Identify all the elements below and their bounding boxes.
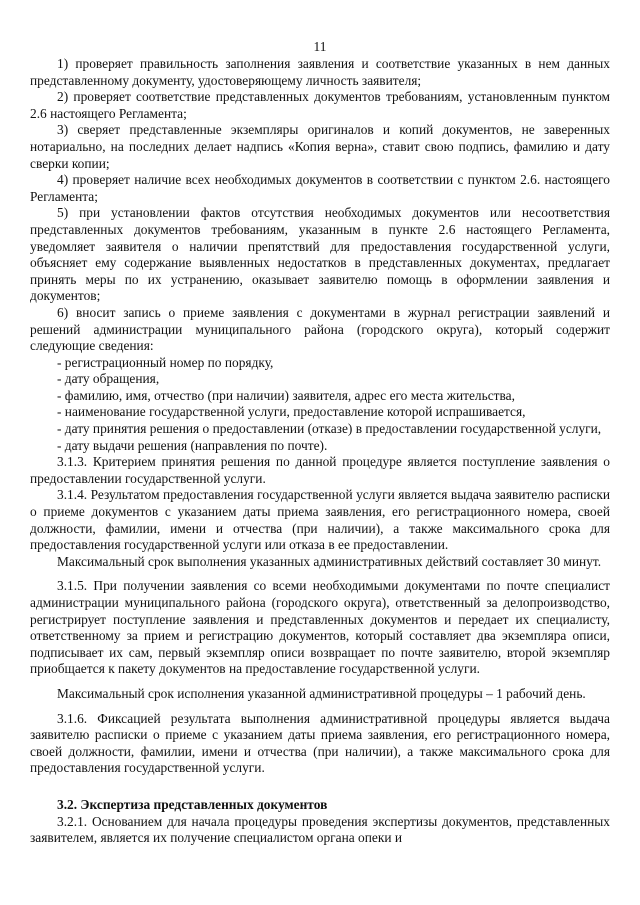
page-number: 11	[313, 39, 327, 54]
paragraph-max-time-1: Максимальный срок выполнения указанных административных действий составляет 30 минут.	[57, 553, 602, 569]
list-item: - дату обращения,	[57, 371, 160, 387]
paragraph-3-2-1: 3.2.1. Основанием для начала процедуры проведения экспертизы документов, представленных заявителем, является их получение специалистом органа опеки и	[30, 813, 610, 846]
paragraph-max-time-2: Максимальный срок исполнения указанной административной процедуры – 1 рабочий день.	[57, 685, 586, 701]
paragraph-item-6: 6) вносит запись о приеме заявления с документами в журнал регистрации заявлений и решений администрации муниципального района (городского округа), который содержит следующие сведения:	[30, 304, 610, 354]
paragraph-item-2: 2) проверяет соответствие представленных документов требованиям, установленным пунктом 2.6 настоящего Регламента;	[30, 89, 610, 121]
paragraph-item-5: 5) при установлении фактов отсутствия необходимых документов или несоответствия представленных документов требованиям, указанным в пункте 2.6 настоящего Регламента, уведомляет заявителя о наличии препятствий для предоставления государственной услуги, объясняет ему содержание выявленных недостатков в представленных документах, предлагает принять меры по их устранению, оказывает заявителю помощь в оформлении заявления и документов;	[30, 205, 610, 304]
paragraph-item-1: 1) проверяет правильность заполнения заявления и соответствие указанных в нем данных представленному документу, удостоверяющему личность заявителя;	[30, 56, 610, 88]
paragraph-item-4: 4) проверяет наличие всех необходимых документов в соответствии с пунктом 2.6. настоящего Регламента;	[30, 172, 610, 204]
document-body	[30, 56, 610, 847]
registry-fields-list	[30, 355, 610, 455]
list-item: - дату принятия решения о предоставлении (отказе) в предоставлении государственной услуги,	[57, 421, 602, 437]
section-heading-3-2: 3.2. Экспертиза представленных документов	[57, 796, 328, 812]
list-item: - наименование государственной услуги, предоставление которой испрашивается,	[57, 404, 526, 420]
paragraph-3-1-4: 3.1.4. Результатом предоставления государственной услуги является выдача заявителю расписки о приеме документов с указанием даты приема заявления, его регистрационного номера, своей должности, фамилии, имени и отчества (при наличии), а также максимального срока для предоставления государственной услуги или отказа в ее предоставлении.	[30, 487, 610, 553]
paragraph-3-1-3: 3.1.3. Критерием принятия решения по данной процедуре является поступление заявления о предоставлении государственной услуги.	[30, 454, 610, 486]
list-item: - регистрационный номер по порядку,	[57, 354, 274, 370]
list-item: - фамилию, имя, отчество (при наличии) заявителя, адрес его места жительства,	[57, 387, 515, 403]
list-item: - дату выдачи решения (направления по почте).	[57, 437, 328, 453]
paragraph-item-3: 3) сверяет представленные экземпляры оригиналов и копий документов, не заверенных нотариально, на последних делает надпись «Копия верна», ставит свою подпись, фамилию и дату сверки копии;	[30, 122, 610, 171]
paragraph-3-1-5: 3.1.5. При получении заявления со всеми необходимыми документами по почте специалист администрации муниципального района (городского округа), ответственный за делопроизводство, регистрирует поступление заявления и представленных документов и передает их специалисту, ответственному за прием и регистрацию документов, который составляет два экземпляра описи, подписывает их сам, первый экземпляр описи возвращает по почте заявителю, второй экземпляр приобщается к пакету документов на предоставление государственной услуги.	[30, 578, 610, 677]
paragraph-3-1-6: 3.1.6. Фиксацией результата выполнения административной процедуры является выдача заявителю расписки о приеме с указанием даты приема заявления, его регистрационного номера, своей должности, фамилии, имени и отчества (при наличии), а также максимального срока для предоставления государственной услуги.	[30, 710, 610, 776]
